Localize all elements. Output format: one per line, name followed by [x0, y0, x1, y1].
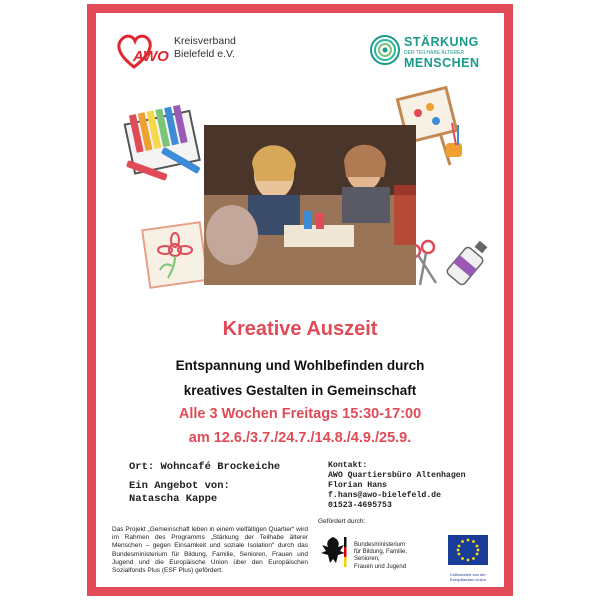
partner-line3: MENSCHEN: [404, 56, 480, 70]
contact-label: Kontakt:: [328, 461, 368, 470]
org-line1: Kreisverband: [174, 35, 236, 47]
subtitle-line2: kreatives Gestalten in Gemeinschaft: [183, 383, 417, 398]
partner-line1: STÄRKUNG: [404, 35, 479, 49]
ministry-text: Bundesministerium für Bildung, Familie, Senioren, Frauen und Jugend: [354, 542, 408, 570]
awo-heart-logo: [114, 31, 180, 71]
partner-line2: DER TEILHABE ÄLTERER: [404, 50, 465, 56]
eu-flag-icon: [442, 535, 494, 571]
concentric-circles-icon: [370, 33, 402, 67]
contact-email[interactable]: f.hans@awo-bielefeld.de: [328, 491, 442, 500]
contact-name: Florian Hans: [328, 481, 387, 490]
eu-cofunded-logo: [442, 535, 494, 583]
crayons-box-icon: [120, 103, 208, 189]
subtitle-line1: Entspannung und Wohlbefinden durch: [175, 358, 425, 373]
scissors-glue-icon: [406, 239, 496, 299]
eu-text: Kofinanziert von der Europäischen Union: [449, 572, 487, 582]
contact-block: [328, 461, 466, 511]
offer-label: Ein Angebot von:: [129, 480, 230, 492]
org-line2: Bielefeld e.V.: [174, 48, 235, 60]
schedule: Alle 3 Wochen Freitags 15:30-17:00: [178, 406, 422, 422]
dates: am 12.6./3.7./24.7./14.8./4.9./25.9.: [188, 430, 412, 446]
contact-phone[interactable]: 01523-4695753: [328, 501, 392, 510]
poster: [96, 13, 504, 587]
org-name: [174, 35, 236, 61]
workshop-photo: [204, 125, 416, 285]
staerkung-logo: [370, 33, 490, 77]
flower-drawing-icon: [138, 218, 212, 292]
location: Ort: Wohncafé Brockeiche: [129, 461, 281, 473]
federal-eagle-icon: [318, 533, 348, 573]
contact-org: AWO Quartiersbüro Altenhagen: [328, 471, 466, 480]
offer-name: Natascha Kappe: [129, 493, 218, 505]
poster-frame: [87, 4, 513, 596]
project-description: Das Projekt „Gemeinschaft leben in einem vielfältigen Quartier“ wird im Rahmen des Programms „Stärkung der Teilhabe älterer Menschen – gegen Einsamkeit und soziale Isolation“ durch das Bundesministerium für Bildung, Familie, Senioren, Frauen und Jugend und die Europäische Union über den Europäischen Sozialfonds Plus (ESF Plus) gefördert.: [112, 526, 308, 575]
funded-by-label: Gefördert durch:: [318, 518, 366, 525]
event-title: Kreative Auszeit: [222, 318, 378, 340]
offer-by: [129, 480, 230, 506]
awo-logo-text: AWO: [133, 48, 169, 65]
ministry-logo: [318, 533, 428, 578]
